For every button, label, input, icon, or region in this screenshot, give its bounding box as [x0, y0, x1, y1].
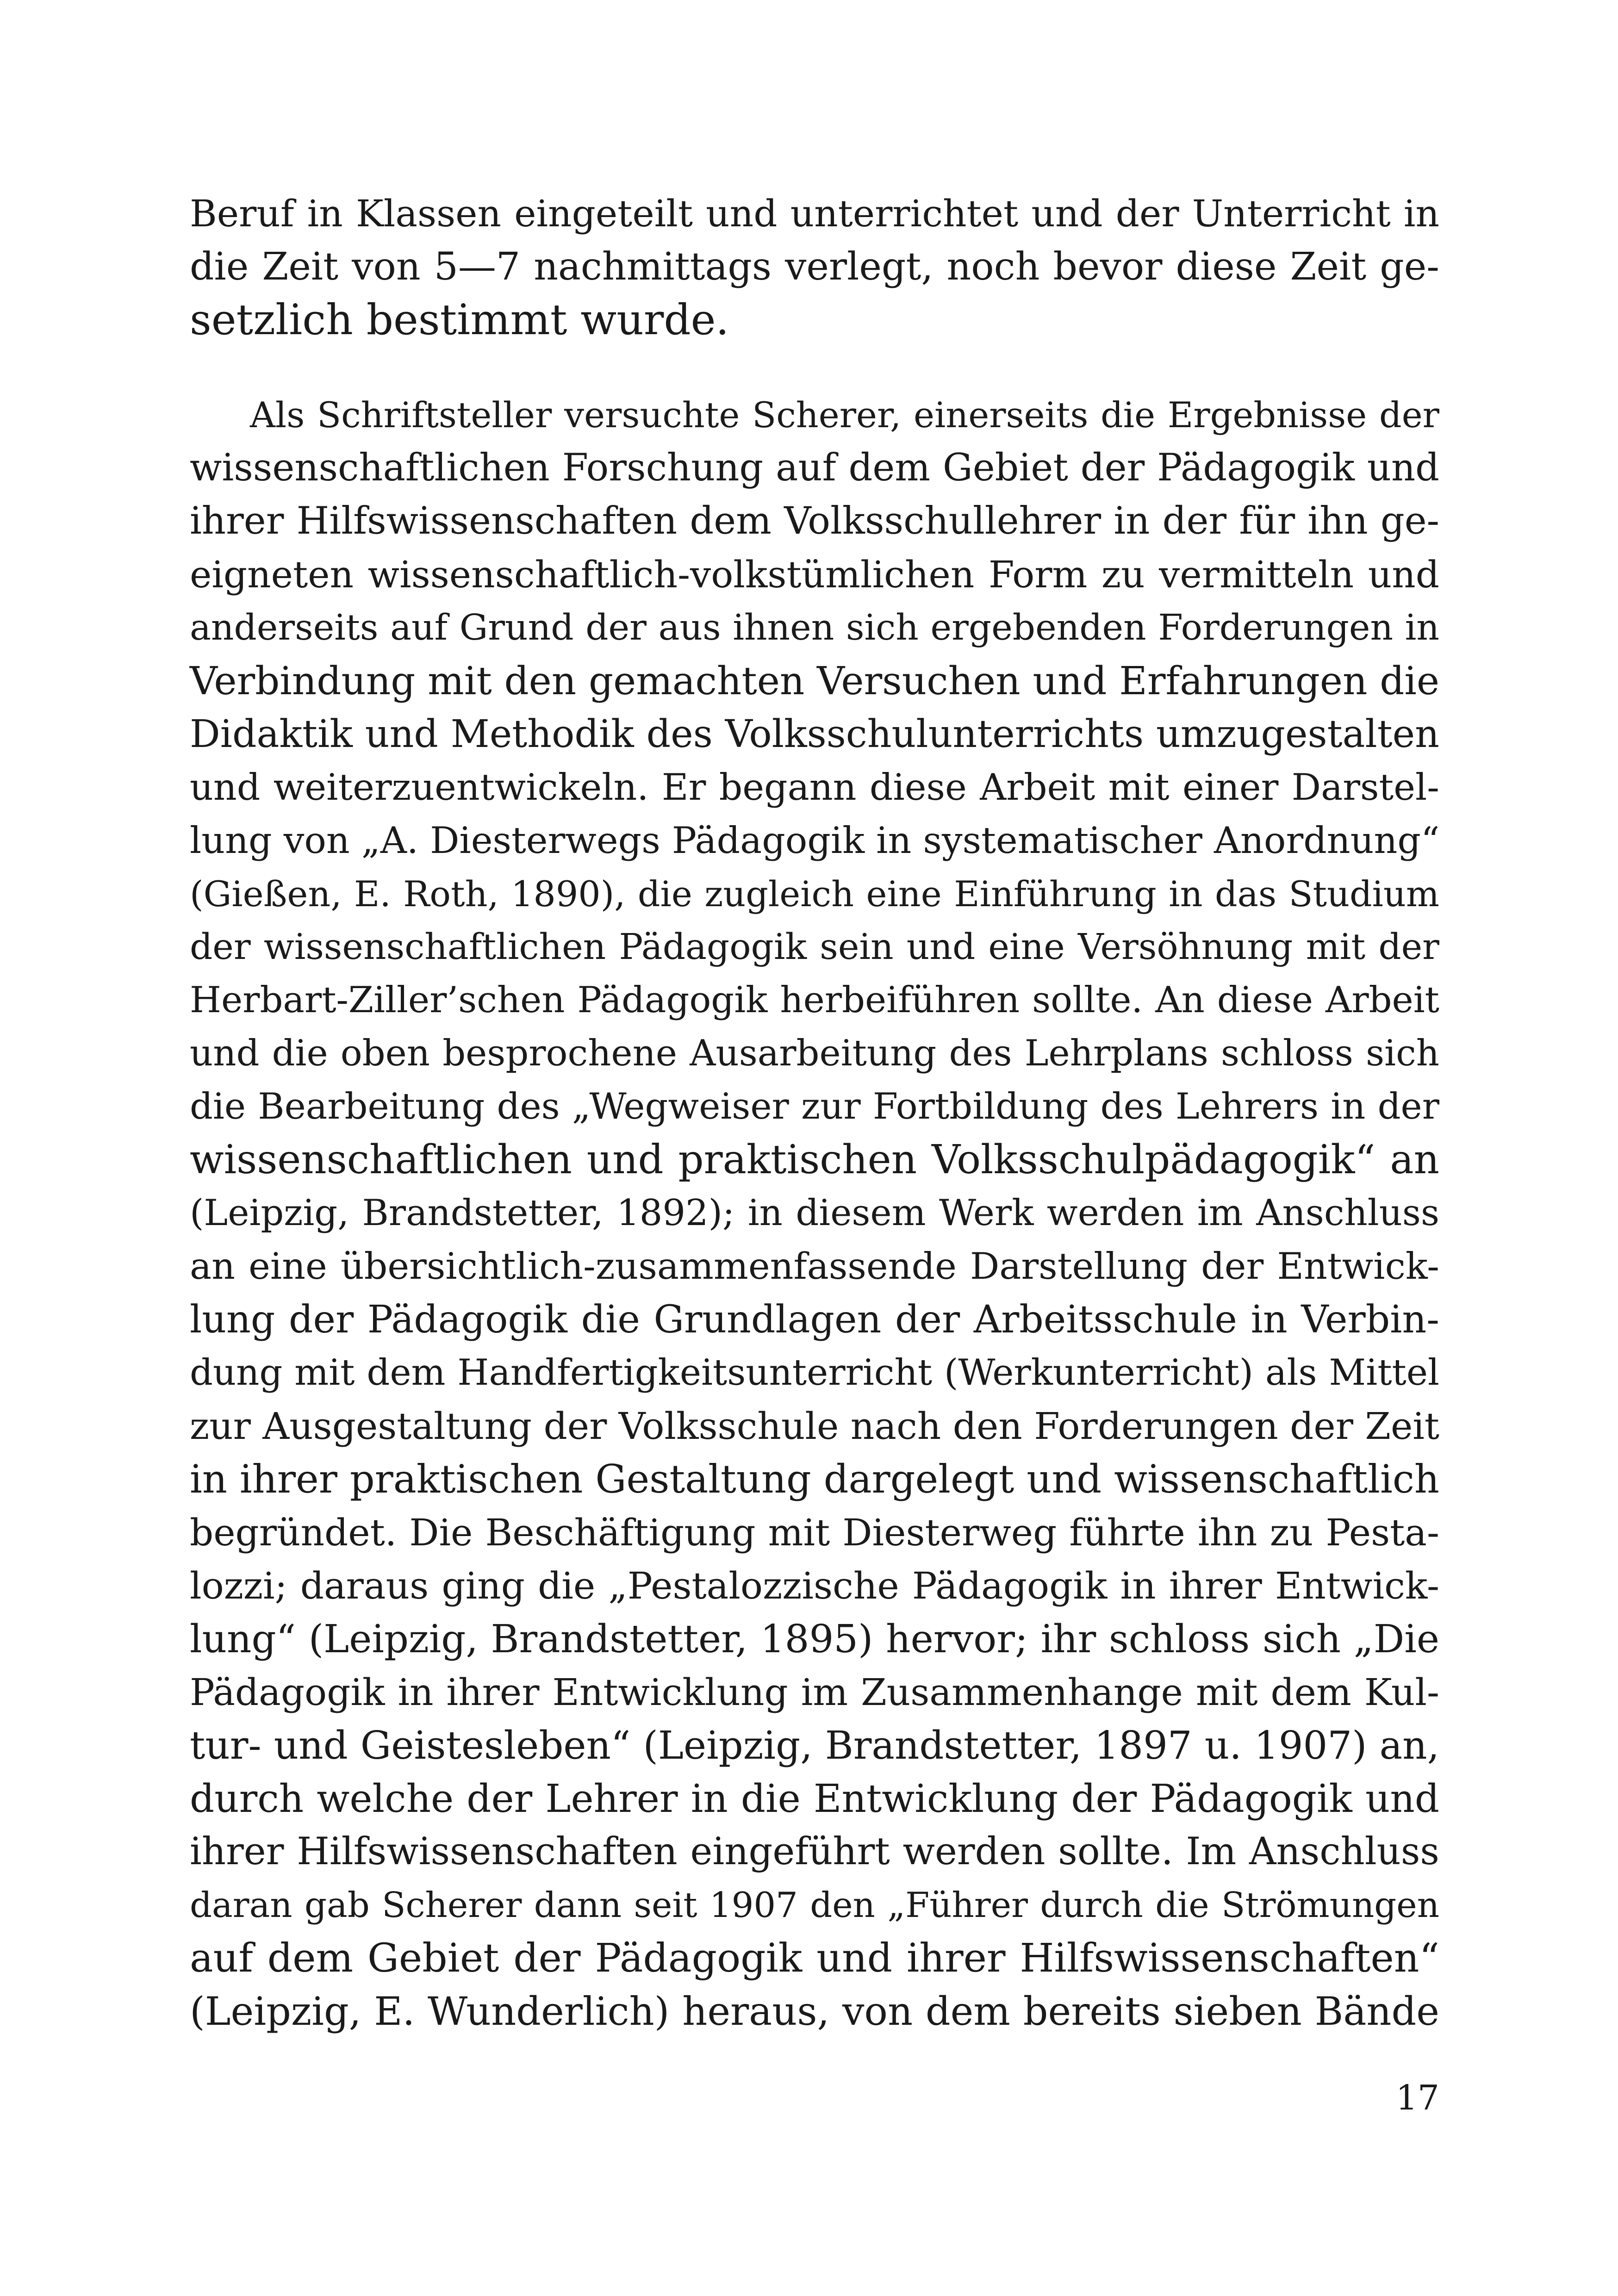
text-line: lozzi; daraus ging die „Pestalozzische Pädagogik in ihrer Entwick-	[190, 1564, 1439, 1607]
text-line: zur Ausgestaltung der Volksschule nach den Forderungen der Zeit	[190, 1405, 1440, 1448]
text-line: und weiterzuentwickeln. Er begann diese Arbeit mit einer Darstel-	[190, 766, 1439, 809]
text-line: (Gießen, E. Roth, 1890), die zugleich eine Einführung in das Studium	[190, 873, 1439, 915]
text-line: lung von „A. Diesterwegs Pädagogik in systematischer Anordnung“	[190, 819, 1440, 862]
text-line: auf dem Gebiet der Pädagogik und ihrer Hilfswissenschaften“	[190, 1935, 1439, 1981]
text-line: Beruf in Klassen eingeteilt und unterrichtet und der Unterricht in	[190, 192, 1439, 235]
text-line: (Leipzig, Brandstetter, 1892); in diesem Werk werden im Anschluss	[190, 1192, 1439, 1234]
text-line: eigneten wissenschaftlich-volkstümlichen Form zu vermitteln und	[190, 553, 1439, 596]
page-number: 17	[1395, 2078, 1439, 2118]
text-line: wissenschaftlichen und praktischen Volksschulpädagogik“ an	[190, 1137, 1439, 1183]
text-line: setzlich bestimmt wurde.	[190, 296, 729, 344]
text-line: lung“ (Leipzig, Brandstetter, 1895) hervor; ihr schloss sich „Die	[190, 1617, 1439, 1661]
text-line: (Leipzig, E. Wunderlich) heraus, von dem bereits sieben Bände	[190, 1989, 1439, 2034]
text-line: begründet. Die Beschäftigung mit Diesterweg führte ihn zu Pesta-	[190, 1511, 1439, 1554]
text-line: die Bearbeitung des „Wegweiser zur Fortbildung des Lehrers in der	[190, 1086, 1439, 1127]
text-line: tur- und Geistesleben“ (Leipzig, Brandstetter, 1897 u. 1907) an,	[190, 1723, 1439, 1768]
text-line: Als Schriftsteller versuchte Scherer, einerseits die Ergebnisse der	[250, 394, 1439, 436]
text-line: und die oben besprochene Ausarbeitung des Lehrplans schloss sich	[190, 1033, 1439, 1074]
text-line: ihrer Hilfswissenschaften eingeführt werden sollte. Im Anschluss	[190, 1830, 1439, 1873]
text-line: der wissenschaftlichen Pädagogik sein und eine Versöhnung mit der	[190, 927, 1439, 968]
paragraph-2	[190, 388, 1439, 2038]
text-line: Pädagogik in ihrer Entwicklung im Zusammenhange mit dem Kul-	[190, 1671, 1439, 1714]
paragraph-gap	[190, 347, 1439, 388]
text-line: anderseits auf Grund der aus ihnen sich ergebenden Forderungen in	[190, 607, 1439, 648]
text-line: wissenschaftlichen Forschung auf dem Gebiet der Pädagogik und	[190, 446, 1439, 490]
text-line: Verbindung mit den gemachten Versuchen und Erfahrungen die	[190, 659, 1439, 703]
text-line: an eine übersichtlich-zusammenfassende Darstellung der Entwick-	[190, 1245, 1439, 1288]
paragraph-1	[190, 187, 1439, 347]
text-line: lung der Pädagogik die Grundlagen der Arbeitsschule in Verbin-	[190, 1298, 1439, 1342]
text-line: dung mit dem Handfertigkeitsunterricht (Werkunterricht) als Mittel	[190, 1352, 1439, 1394]
text-line: daran gab Scherer dann seit 1907 den „Führer durch die Strömungen	[190, 1885, 1439, 1925]
body-text	[190, 187, 1439, 2038]
text-line: Herbart-Ziller’schen Pädagogik herbeiführen sollte. An diese Arbeit	[190, 979, 1439, 1021]
text-line: die Zeit von 5—7 nachmittags verlegt, noch bevor diese Zeit ge-	[190, 245, 1439, 289]
text-line: ihrer Hilfswissenschaften dem Volksschullehrer in der für ihn ge-	[190, 499, 1439, 543]
text-line: durch welche der Lehrer in die Entwicklung der Pädagogik und	[190, 1776, 1439, 1821]
text-line: Didaktik und Methodik des Volksschulunterrichts umzugestalten	[190, 712, 1439, 756]
text-line: in ihrer praktischen Gestaltung dargelegt und wissenschaftlich	[190, 1456, 1439, 1502]
